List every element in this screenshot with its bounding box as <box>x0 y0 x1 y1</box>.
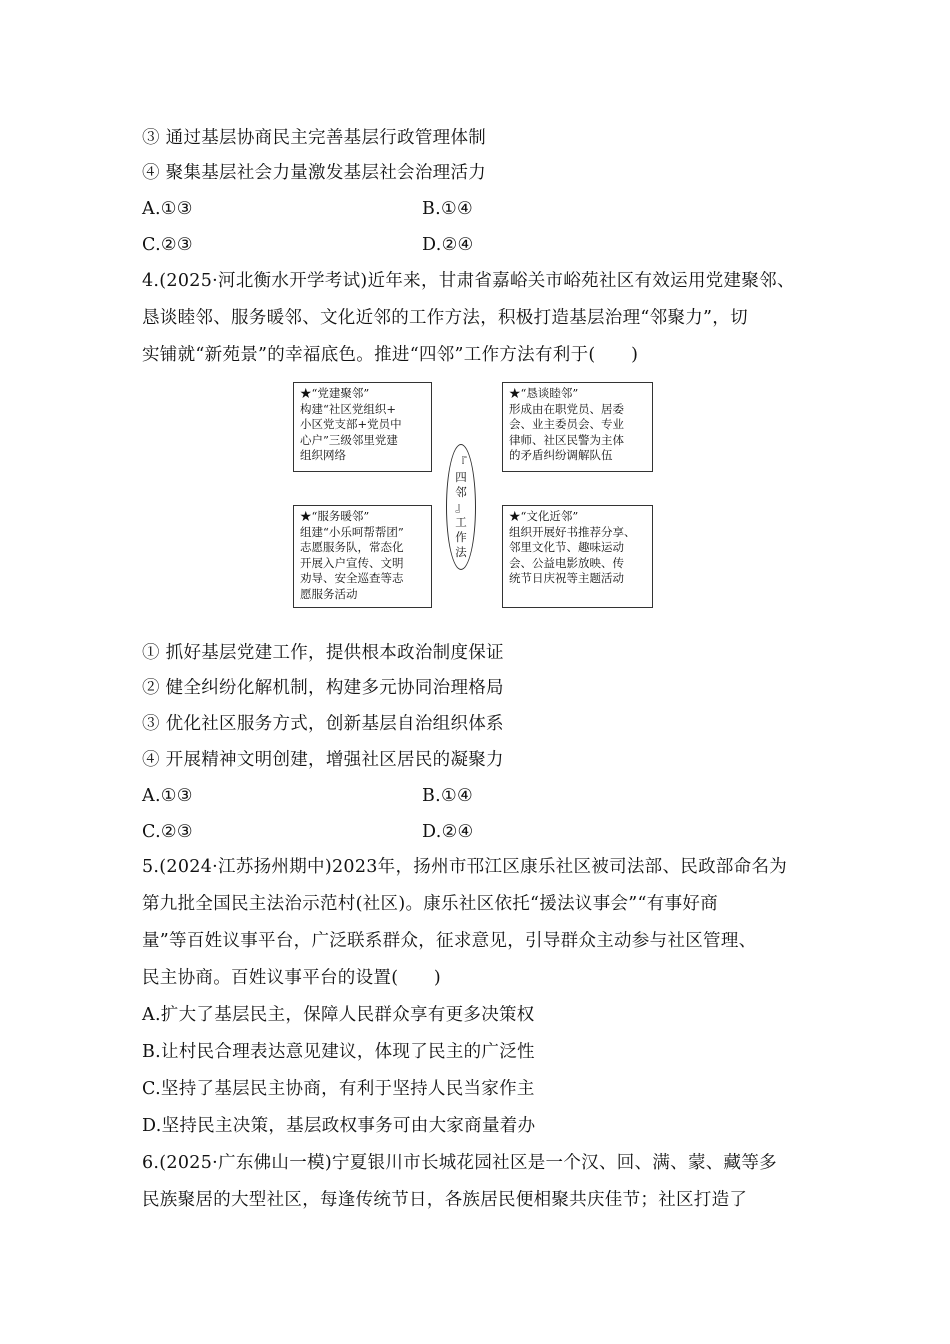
center-char: 『 <box>455 455 467 469</box>
box-line: 劝导、安全巡查等志 <box>300 571 404 586</box>
q5-stem-line-2: 第九批全国民主法治示范村(社区)。康乐社区依托“援法议事会”“有事好商 <box>142 894 718 914</box>
diagram-box-service <box>293 505 432 608</box>
box-line: 志愿服务队，常态化 <box>300 540 404 555</box>
center-char: 工 <box>455 515 467 529</box>
box-line: 愿服务活动 <box>300 586 358 601</box>
box-line: 组织网络 <box>300 448 346 463</box>
box-line: 的矛盾纠纷调解队伍 <box>509 448 613 463</box>
q5-stem-line-4: 民主协商。百姓议事平台的设置( ) <box>142 968 442 988</box>
q5-stem-line-1: 5.(2024·江苏扬州期中)2023年，扬州市邗江区康乐社区被司法部、民政部命名为 <box>142 857 788 877</box>
q3-choice-b: B.①④ <box>422 199 473 219</box>
diagram-box-culture <box>502 505 653 608</box>
box-title: ★“恳谈睦邻” <box>509 386 579 400</box>
q4-option-1: ① 抓好基层党建工作，提供根本政治制度保证 <box>142 643 504 663</box>
diagram-box-talk <box>502 382 653 472</box>
q4-option-3: ③ 优化社区服务方式，创新基层自治组织体系 <box>142 714 504 734</box>
q4-choice-b: B.①④ <box>422 786 473 806</box>
box-title: ★“文化近邻” <box>509 509 579 523</box>
q4-stem-line-3: 实铺就“新苑景”的幸福底色。推进“四邻”工作方法有利于( ) <box>142 345 639 365</box>
q4-choice-a: A.①③ <box>142 786 193 806</box>
box-line: 小区党支部+党员中 <box>300 417 402 432</box>
q5-choice-d: D.坚持民主决策，基层政权事务可由大家商量着办 <box>142 1116 536 1136</box>
box-title: ★“党建聚邻” <box>300 386 370 400</box>
center-char: 四 <box>455 470 467 484</box>
q3-choice-d: D.②④ <box>422 235 474 255</box>
q3-option-3: ③ 通过基层协商民主完善基层行政管理体制 <box>142 128 487 148</box>
box-line: 构建“社区党组织+ <box>300 401 397 416</box>
q6-stem-line-1: 6.(2025·广东佛山一模)宁夏银川市长城花园社区是一个汉、回、满、蒙、藏等多 <box>142 1153 777 1173</box>
q3-choice-c: C.②③ <box>142 235 193 255</box>
q4-choice-d: D.②④ <box>422 822 474 842</box>
diagram-center-oval <box>446 444 476 570</box>
q5-choice-b: B.让村民合理表达意见建议，体现了民主的广泛性 <box>142 1042 535 1062</box>
q4-option-4: ④ 开展精神文明创建，增强社区居民的凝聚力 <box>142 750 504 770</box>
center-char: 法 <box>455 545 467 559</box>
center-char: 邻 <box>455 485 467 499</box>
center-char: 作 <box>455 530 467 544</box>
box-line: 组建“小乐呵帮帮团” <box>300 524 404 539</box>
box-line: 开展入户宣传、文明 <box>300 555 404 570</box>
box-line: 心户”三级邻里党建 <box>300 432 398 447</box>
diagram-box-party-building <box>293 382 432 472</box>
q5-stem-line-3: 量”等百姓议事平台，广泛联系群众，征求意见，引导群众主动参与社区管理、 <box>142 931 757 951</box>
box-line: 邻里文化节、趣味运动 <box>509 540 624 555</box>
box-line: 统节日庆祝等主题活动 <box>509 571 624 586</box>
q5-choice-c: C.坚持了基层民主协商，有利于坚持人民当家作主 <box>142 1079 535 1099</box>
box-line: 形成由在职党员、居委 <box>509 401 624 416</box>
q3-choice-a: A.①③ <box>142 199 193 219</box>
q4-option-2: ② 健全纠纷化解机制，构建多元协同治理格局 <box>142 678 504 698</box>
center-char: 』 <box>455 500 467 514</box>
box-title: ★“服务暖邻” <box>300 509 370 523</box>
box-line: 会、业主委员会、专业 <box>509 417 624 432</box>
box-line: 组织开展好书推荐分享、 <box>509 524 636 539</box>
q3-option-4: ④ 聚集基层社会力量激发基层社会治理活力 <box>142 163 487 183</box>
q4-choice-c: C.②③ <box>142 822 193 842</box>
q5-choice-a: A.扩大了基层民主，保障人民群众享有更多决策权 <box>142 1005 535 1025</box>
box-line: 会、公益电影放映、传 <box>509 555 624 570</box>
q4-stem-line-2: 恳谈睦邻、服务暖邻、文化近邻的工作方法，积极打造基层治理“邻聚力”，切 <box>142 308 748 328</box>
q4-stem-line-1: 4.(2025·河北衡水开学考试)近年来，甘肃省嘉峪关市峪苑社区有效运用党建聚邻、 <box>142 271 795 291</box>
q6-stem-line-2: 民族聚居的大型社区，每逢传统节日，各族居民便相聚共庆佳节；社区打造了 <box>142 1190 748 1210</box>
box-line: 律师、社区民警为主体 <box>509 432 624 447</box>
